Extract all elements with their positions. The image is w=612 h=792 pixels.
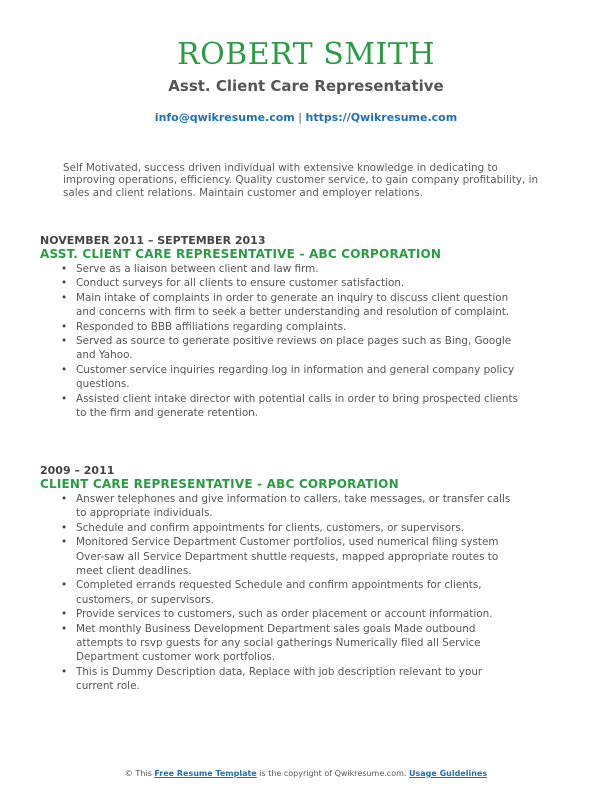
usage-guidelines-link[interactable]: Usage Guidelines [408,769,488,778]
bullet-item: • Customer service inquiries regarding log in information and general company policy questions. [76,363,520,392]
bullet-item: • Provide services to customers, such as order placement or account information. [76,607,520,621]
job-role: CLIENT CARE REPRESENTATIVE - ABC CORPORATION [40,477,399,491]
bullet-item: • Serve as a liaison between client and law firm. [76,262,520,276]
bullet-item: • This is Dummy Description data, Replace with job description relevant to your current role. [76,665,520,694]
footer-prefix: © This [124,769,155,778]
bullet-item: • Answer telephones and give information to callers, take messages, or transfer calls to appropriate individuals. [76,492,520,521]
bullet-item: • Met monthly Business Development Department sales goals Made outbound attempts to rsvp guests for any social gatherings Numerically filed all Service Department customer work portfolios. [76,622,520,665]
bullet-item: • Main intake of complaints in order to generate an inquiry to discuss client question and concerns with firm to seek a better understanding and resolution of complaint. [76,291,520,320]
email-link[interactable]: info@qwikresume.com [154,111,295,124]
bullet-item: • Completed errands requested Schedule and confirm appointments for clients, customers, or supervisors. [76,578,520,607]
candidate-title: Asst. Client Care Representative [168,77,444,95]
bullet-item: • Served as source to generate positive reviews on place pages such as Bing, Google and Yahoo. [76,334,520,363]
bullet-item: • Schedule and confirm appointments for clients, customers, or supervisors. [76,521,520,535]
bullet-item: • Assisted client intake director with potential calls in order to bring prospected clients to the firm and generate retention. [76,392,520,421]
candidate-name: ROBERT SMITH [176,37,436,72]
website-link[interactable]: https://Qwikresume.com [305,111,458,124]
job-bullets [40,262,520,420]
job-dates: 2009 – 2011 [40,464,115,477]
job-role: ASST. CLIENT CARE REPRESENTATIVE - ABC CORPORATION [40,247,442,261]
page-footer [0,769,612,779]
bullet-item: • Conduct surveys for all clients to ensure customer satisfaction. [76,276,520,290]
experience-entry [40,464,520,694]
bullet-item: • Monitored Service Department Customer portfolios, used numerical filing system Over-saw all Service Department shuttle requests, mapped appropriate routes to meet client deadlines. [76,535,520,578]
footer-middle: is the copyright of Qwikresume.com. [256,769,409,778]
job-bullets [40,492,520,694]
free-template-link[interactable]: Free Resume Template [154,769,257,778]
contact-separator: | [294,111,306,124]
job-dates: NOVEMBER 2011 – SEPTEMBER 2013 [40,234,266,247]
summary-paragraph: Self Motivated, success driven individual with extensive knowledge in dedicating to improving operations, efficiency. Quality customer service, to gain company profitability, in sales and client relations. Maintain customer and employer relations. [63,162,539,199]
contact-line [0,111,612,125]
bullet-item: • Responded to BBB affiliations regarding complaints. [76,320,520,334]
experience-entry [40,234,520,420]
